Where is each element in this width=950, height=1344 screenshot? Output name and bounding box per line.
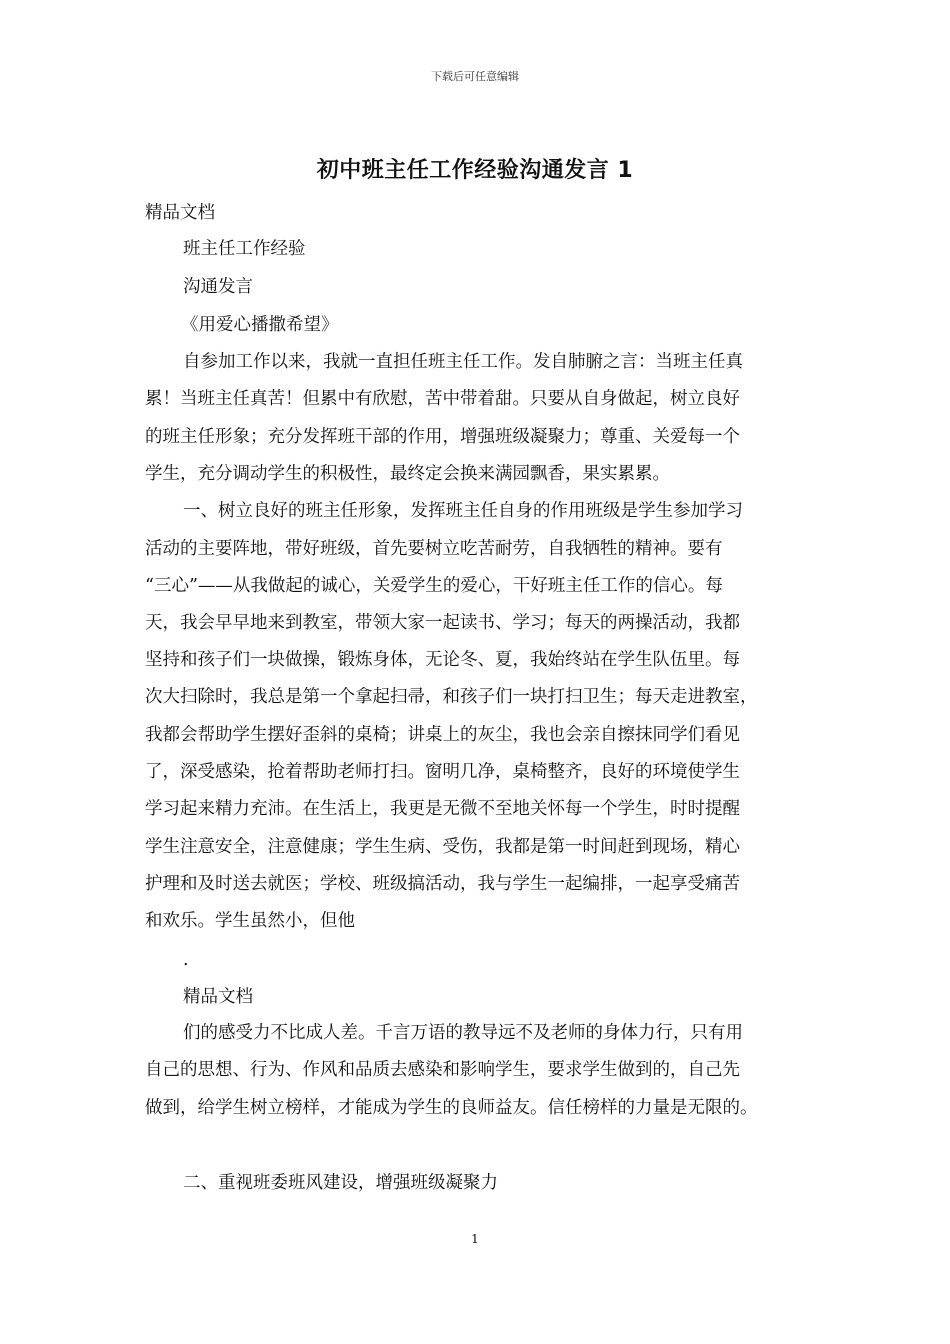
body-line: 累！当班主任真苦！但累中有欣慰，苦中带着甜。只要从自身做起，树立良好: [145, 389, 740, 409]
body-line: 了，深受感染，抢着帮助老师打扫。窗明几净，桌椅整齐，良好的环境使学生: [145, 762, 740, 782]
body-line: 沟通发言: [183, 277, 253, 297]
body-line: 的班主任形象；充分发挥班干部的作用，增强班级凝聚力；尊重、关爱每一个: [145, 427, 740, 447]
body-line: 《用爱心播撒希望》: [181, 315, 339, 335]
section-heading: 二、重视班委班风建设，增强班级凝聚力: [183, 1173, 498, 1193]
body-line: 班主任工作经验: [183, 239, 306, 259]
body-line: 活动的主要阵地，带好班级，首先要树立吃苦耐劳，自我牺牲的精神。要有: [145, 539, 723, 559]
body-line: 们的感受力不比成人差。千言万语的教导远不及老师的身体力行，只有用: [183, 1023, 743, 1043]
body-line: 我都会帮助学生摆好歪斜的桌椅；讲桌上的灰尘，我也会亲自擦抹同学们看见: [145, 725, 740, 745]
header-note: 下载后可任意编辑: [431, 70, 519, 83]
body-line: 天，我会早早地来到教室，带领大家一起读书、学习；每天的两操活动，我都: [145, 613, 740, 633]
body-line: 次大扫除时，我总是第一个拿起扫帚，和孩子们一块打扫卫生；每天走进教室，: [145, 687, 758, 707]
body-line: 精品文档: [145, 203, 215, 223]
body-line: 护理和及时送去就医；学校、班级搞活动，我与学生一起编排，一起享受痛苦: [145, 874, 740, 894]
body-line: .: [183, 950, 189, 970]
body-line: 学习起来精力充沛。在生活上，我更是无微不至地关怀每一个学生，时时提醒: [145, 799, 740, 819]
body-line: 和欢乐。学生虽然小，但他: [145, 911, 355, 931]
body-line: 做到，给学生树立榜样，才能成为学生的良师益友。信任榜样的力量是无限的。: [145, 1098, 758, 1118]
body-line: 一、树立良好的班主任形象，发挥班主任自身的作用班级是学生参加学习: [183, 501, 743, 521]
body-line: 坚持和孩子们一块做操，锻炼身体，无论冬、夏，我始终站在学生队伍里。每: [145, 650, 740, 670]
document-title: 初中班主任工作经验沟通发言 1: [316, 158, 634, 183]
body-line: 学生注意安全，注意健康；学生生病、受伤，我都是第一时间赶到现场，精心: [145, 837, 740, 857]
body-line: 自参加工作以来，我就一直担任班主任工作。发自肺腑之言：当班主任真: [183, 352, 743, 372]
body-line: 自己的思想、行为、作风和品质去感染和影响学生，要求学生做到的，自己先: [145, 1060, 740, 1080]
body-line: 精品文档: [183, 987, 253, 1007]
body-line: 学生，充分调动学生的积极性，最终定会换来满园飘香，果实累累。: [145, 464, 670, 484]
page-number: 1: [471, 1232, 479, 1246]
body-line: “三心”——从我做起的诚心，关爱学生的爱心，干好班主任工作的信心。每: [145, 576, 723, 596]
